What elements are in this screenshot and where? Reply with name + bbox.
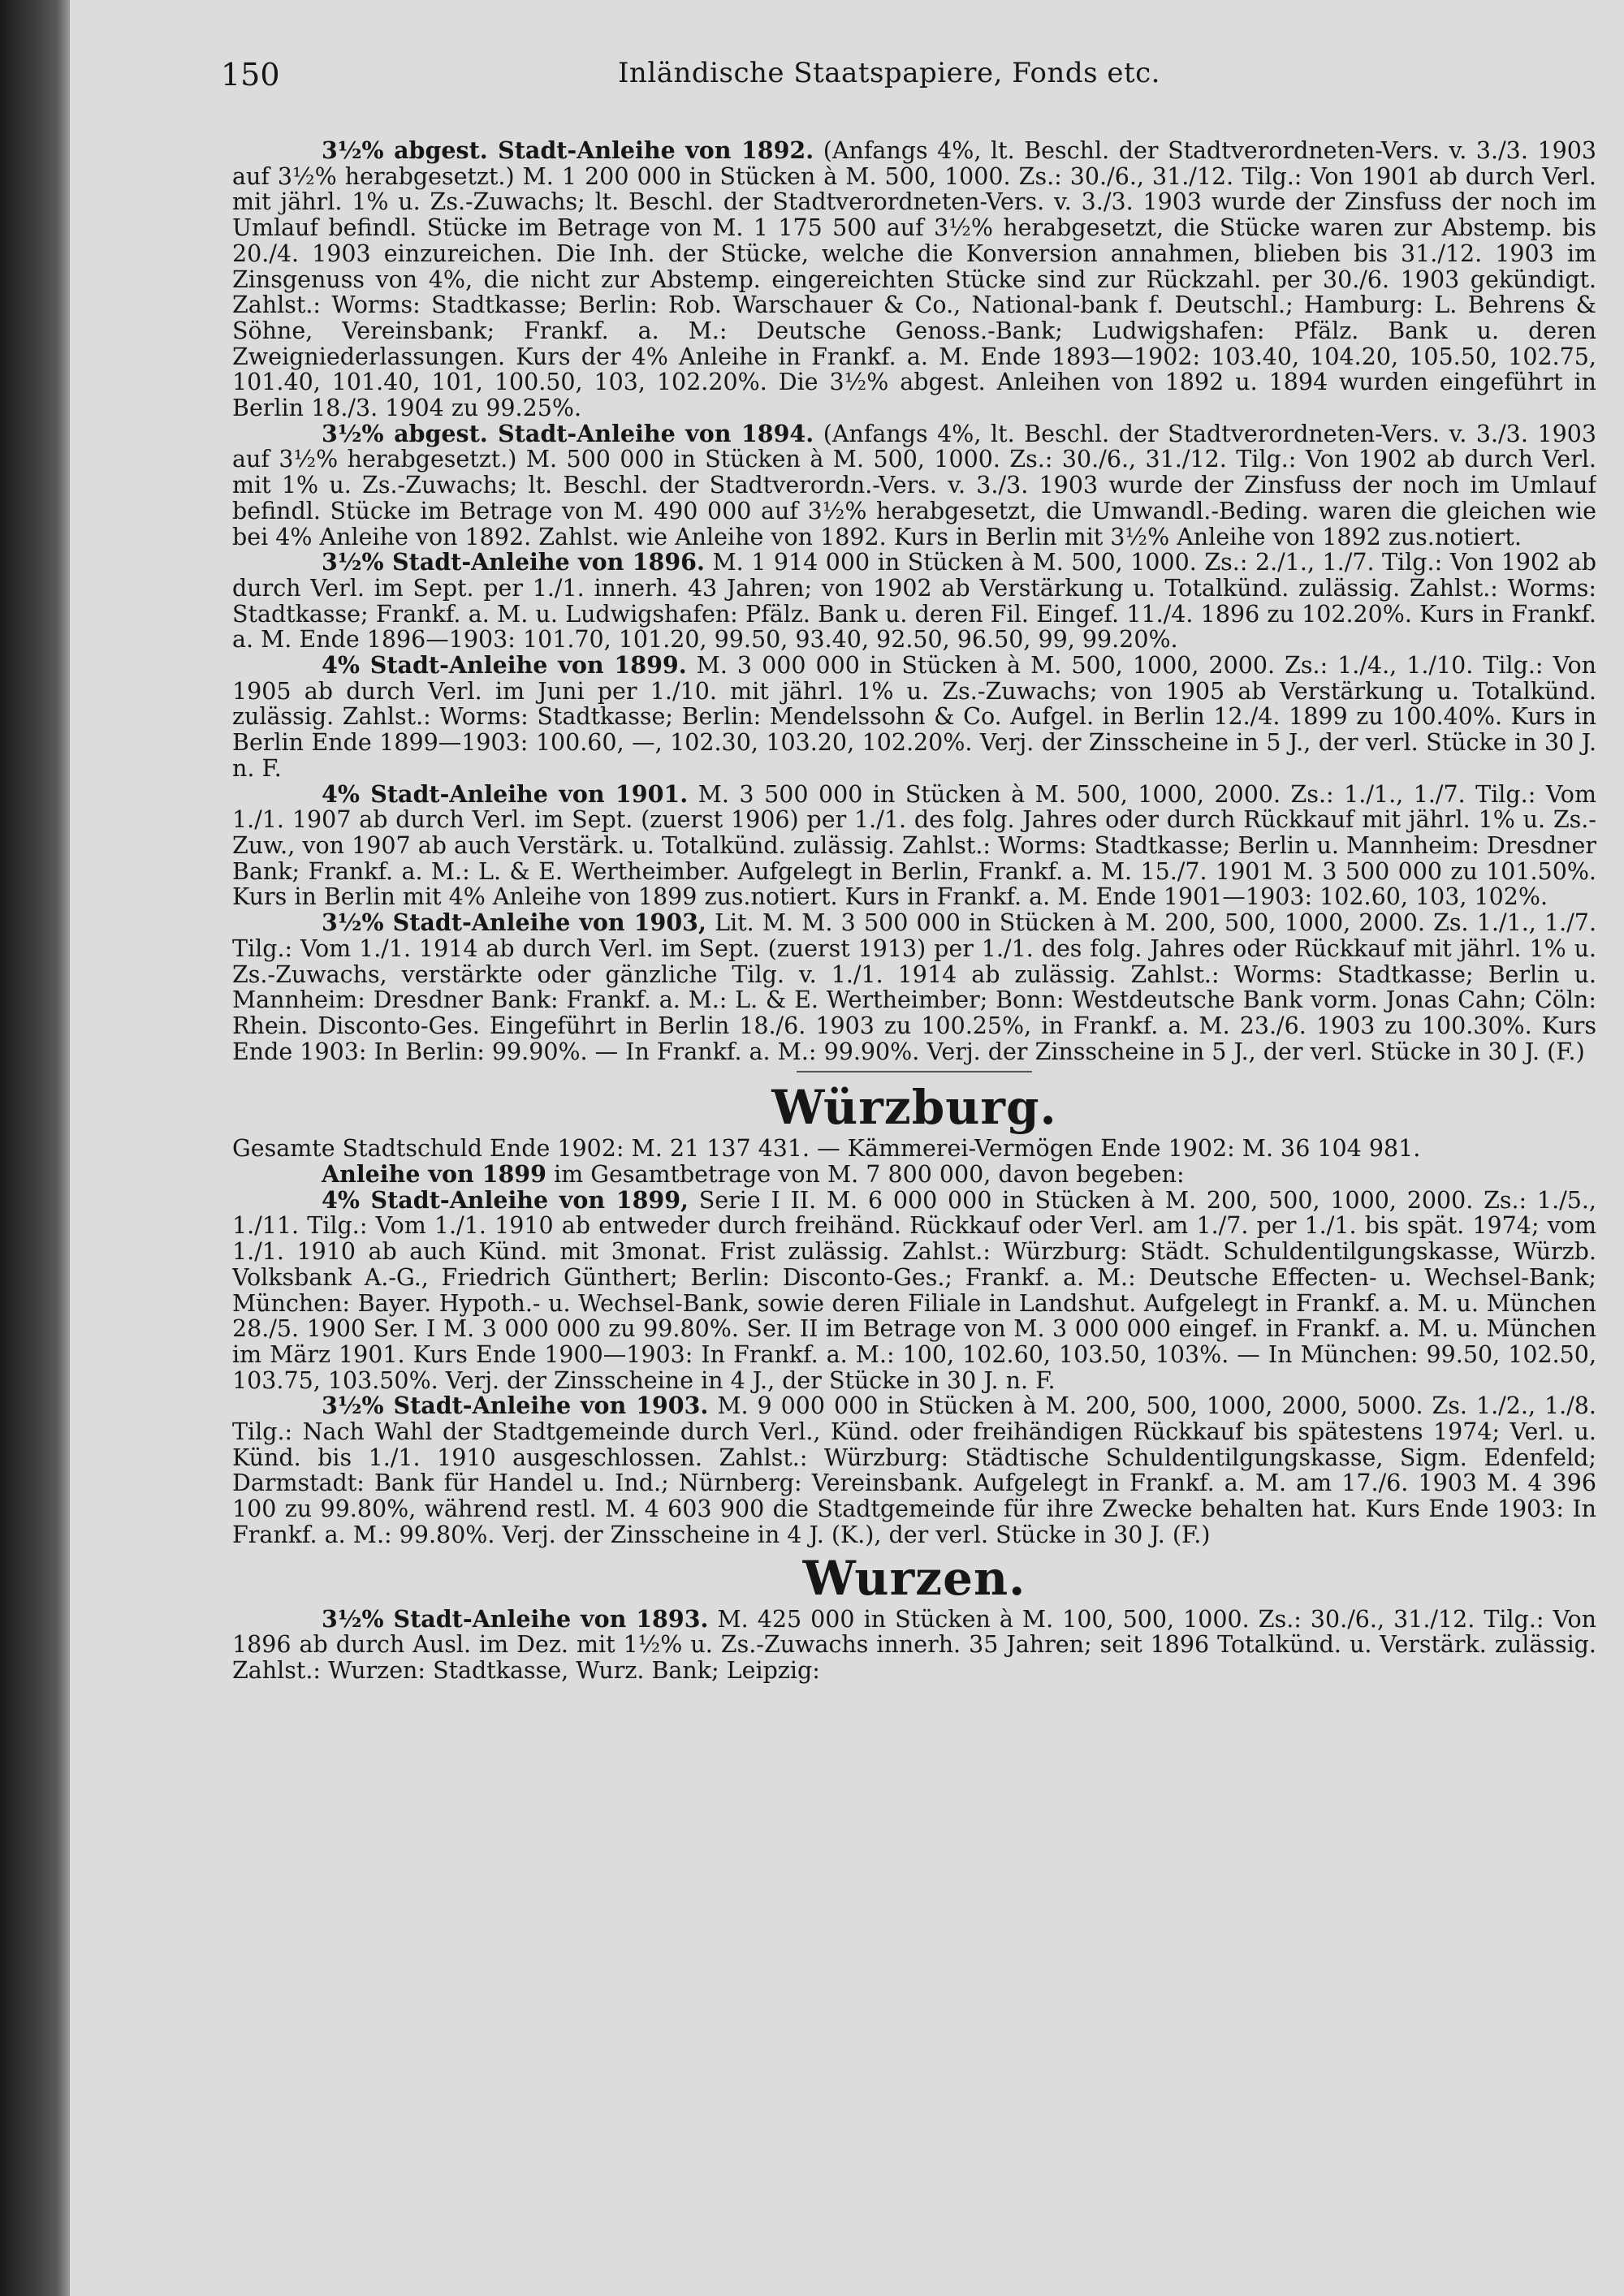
page-header: [70, 57, 1624, 97]
section-divider: [797, 1071, 1032, 1072]
loan-heading: 3½% abgest. Stadt-Anleihe von 1894.: [322, 419, 814, 447]
loan-text: M. 3 000 000 in Stücken à M. 500, 1000, 2000. Zs.: 1./4., 1./10. Tilg.: Von 1905 ab durch Verl. im Juni per 1./10. mit jährl. 1% u. Zs.-Zuwachs; von 1905 ab Verstärkung u. Totalkünd. zulässig. Zahlst.: Worms: Stadtkasse; Berlin: Mendelssohn & Co. Aufgel. in Berlin 12./4. 1899 zu 100.40%. Kurs in Berlin Ende 1899—1903: 100.60, —, 102.30, 103.20, 102.20%. Verj. der Zinsscheine in 5 J., der verl. Stücke in 30 J. n. F.: [232, 652, 1596, 782]
section-wuerzburg: [232, 1081, 1596, 1547]
loan-entry: [232, 1162, 1596, 1188]
loan-entry: [232, 1185, 1596, 1394]
loan-heading: 4% Stadt-Anleihe von 1899.: [322, 651, 687, 680]
loan-heading: 3½% Stadt-Anleihe von 1903,: [322, 908, 706, 937]
loan-entry: [232, 1604, 1596, 1684]
loan-text: (Anfangs 4%, lt. Beschl. der Stadtverordneten-Vers. v. 3./3. 1903 auf 3½% herabgesetzt.) M. 500 000 in Stücken à M. 500, 1000. Zs.: 30./6., 31./12. Tilg.: Von 1902 ab durch Verl. mit 1% u. Zs.-Zuwachs; lt. Beschl. der Stadtverordn.-Vers. v. 3./3. 1903 wurde der Zinsfuss der noch im Umlauf befindl. Stücke im Betrage von M. 490 000 auf 3½% herabgesetzt, die Umwandl.-Beding. waren die gleichen wie bei 4% Anleihe von 1892. Zahlst. wie Anleihe von 1892. Kurs in Berlin mit 3½% Anleihe von 1892 zus.notiert.: [232, 420, 1596, 550]
loan-entry: [232, 138, 1596, 421]
loan-heading: 3½% Stadt-Anleihe von 1893.: [322, 1604, 709, 1633]
binding-gutter: [0, 0, 70, 2296]
section-wurzen: [232, 1552, 1596, 1684]
loan-heading: 3½% Stadt-Anleihe von 1903.: [322, 1392, 709, 1420]
page-body: [232, 138, 1596, 2290]
loan-text: M. 1 914 000 in Stücken à M. 500, 1000. Zs.: 2./1., 1./7. Tilg.: Von 1902 ab durch Verl. im Sept. per 1./1. innerh. 43 Jahren; von 1902 ab Verstärkung u. Totalkünd. zulässig. Zahlst.: Worms: Stadtkasse; Frankf. a. M. u. Ludwigshafen: Pfälz. Bank u. deren Fil. Eingef. 11./4. 1896 zu 102.20%. Kurs in Frankf. a. M. Ende 1896—1903: 101.70, 101.20, 99.50, 93.40, 92.50, 96.50, 99, 99.20%.: [232, 549, 1596, 654]
section-worms: [232, 138, 1596, 1064]
loan-text: M. 9 000 000 in Stücken à M. 200, 500, 1000, 2000, 5000. Zs. 1./2., 1./8. Tilg.: Nach Wahl der Stadtgemeinde durch Verl., Künd. oder freihändigen Rückkauf bis spätestens 1974; Verl. u. Künd. bis 1./1. 1910 ausgeschlossen. Zahlst.: Würzburg: Städtische Schuldentilgungskasse, Sigm. Edenfeld; Darmstadt: Bank für Handel u. Ind.; Nürnberg: Vereinsbank. Aufgelegt in Frankf. a. M. am 17./6. 1903 M. 4 396 100 zu 99.80%, während restl. M. 4 603 900 die Stadtgemeinde für ihre Zwecke behalten hat. Kurs Ende 1903: In Frankf. a. M.: 99.80%. Verj. der Zinsscheine in 4 J. (K.), der verl. Stücke in 30 J. (F.): [232, 1392, 1596, 1548]
loan-text: M. 425 000 in Stücken à M. 100, 500, 1000. Zs.: 30./6., 31./12. Tilg.: Von 1896 ab durch Ausl. im Dez. mit 1½% u. Zs.-Zuwachs innerh. 35 Jahren; seit 1896 Totalkünd. u. Verstärk. zulässig. Zahlst.: Wurzen: Stadtkasse, Wurz. Bank; Leipzig:: [232, 1605, 1596, 1684]
loan-heading: 3½% abgest. Stadt-Anleihe von 1892.: [322, 138, 814, 164]
loan-heading: 3½% Stadt-Anleihe von 1896.: [322, 548, 705, 576]
loan-heading: 4% Stadt-Anleihe von 1901.: [322, 779, 689, 808]
loan-entry: [232, 1393, 1596, 1547]
city-heading: Wurzen.: [802, 1550, 1026, 1606]
city-summary: Gesamte Stadtschuld Ende 1902: M. 21 137 431. — Kämmerei-Vermögen Ende 1902: M. 36 104 981.: [232, 1135, 1421, 1163]
loan-entry: [232, 779, 1596, 911]
book-page: [70, 0, 1624, 2296]
running-title: Inländische Staatspapiere, Fonds etc.: [618, 57, 1160, 89]
loan-entry: [232, 910, 1596, 1064]
loan-text: im Gesamtbetrage von M. 7 800 000, davon begeben:: [546, 1161, 1185, 1189]
loan-text: M. 3 500 000 in Stücken à M. 500, 1000, 2000. Zs.: 1./1., 1./7. Tilg.: Vom 1./1. 1907 ab durch Verl. im Sept. (zuerst 1906) per 1./1. des folg. Jahres oder durch Rückkauf mit jährl. 1% u. Zs.-Zuw., von 1907 ab auch Verstärk. u. Totalkünd. zulässig. Zahlst.: Worms: Stadtkasse; Berlin u. Mannheim: Dresdner Bank; Frankf. a. M.: L. & E. Wertheimber. Aufgelegt in Berlin, Frankf. a. M. 15./7. 1901 M. 3 500 000 zu 101.50%. Kurs in Berlin mit 4% Anleihe von 1899 zus.notiert. Kurs in Frankf. a. M. Ende 1901—1903: 102.60, 103, 102%.: [232, 780, 1596, 911]
loan-text: (Anfangs 4%, lt. Beschl. der Stadtverordneten-Vers. v. 3./3. 1903 auf 3½% herabgesetzt.) M. 1 200 000 in Stücken à M. 500, 1000. Zs.: 30./6., 31./12. Tilg.: Von 1901 ab durch Verl. mit jährl. 1% u. Zs.-Zuwachs; lt. Beschl. der Stadtverordneten-Vers. v. 3./3. 1903 wurde der Zinsfuss der noch im Umlauf befindl. Stücke im Betrage von M. 1 175 500 auf 3½% herabgesetzt, die Stücke waren zur Abstemp. bis 20./4. 1903 einzureichen. Die Inh. der Stücke, welche die Konversion annahmen, blieben bis 31./12. 1903 im Zinsgenuss von 4%, die nicht zur Abstemp. eingereichten Stücke sind zur Rückzahl. per 30./6. 1903 gekündigt. Zahlst.: Worms: Stadtkasse; Berlin: Rob. Warschauer & Co., National-bank f. Deutschl.; Hamburg: L. Behrens & Söhne, Vereinsbank; Frankf. a. M.: Deutsche Genoss.-Bank; Ludwigshafen: Pfälz. Bank u. deren Zweigniederlassungen. Kurs der 4% Anleihe in Frankf. a. M. Ende 1893—1902: 103.40, 104.20, 105.50, 102.75, 101.40, 101.40, 101, 100.50, 103, 102.20%. Die 3½% abgest. Anleihen von 1892 u. 1894 wurden eingeführt in Berlin 18./3. 1904 zu 99.25%.: [232, 138, 1596, 422]
loan-heading: Anleihe von 1899: [322, 1160, 546, 1189]
loan-text: Lit. M. M. 3 500 000 in Stücken à M. 200, 500, 1000, 2000. Zs. 1./1., 1./7. Tilg.: Vom 1./1. 1914 ab durch Verl. im Sept. (zuerst 1913) per 1./1. des folg. Jahres oder Rückkauf mit jährl. 1% u. Zs.-Zuwachs, verstärkte oder gänzliche Tilg. v. 1./1. 1914 ab zulässig. Zahlst.: Worms: Stadtkasse; Berlin u. Mannheim: Dresdner Bank: Frankf. a. M.: L. & E. Wertheimber; Bonn: Westdeutsche Bank vorm. Jonas Cahn; Cöln: Rhein. Disconto-Ges. Eingeführt in Berlin 18./6. 1903 zu 100.25%, in Frankf. a. M. 23./6. 1903 zu 100.30%. Kurs Ende 1903: In Berlin: 99.90%. — In Frankf. a. M.: 99.90%. Verj. der Zinsscheine in 5 J., der verl. Stücke in 30 J. (F.): [232, 909, 1596, 1065]
loan-text: Serie I II. M. 6 000 000 in Stücken à M. 200, 500, 1000, 2000. Zs.: 1./5., 1./11. Tilg.: Vom 1./1. 1910 ab entweder durch freihänd. Rückkauf oder Verl. am 1./7. per 1./1. bis spät. 1974; vom 1./1. 1910 ab auch Künd. mit 3monat. Frist zulässig. Zahlst.: Würzburg: Städt. Schuldentilgungskasse, Würzb. Volksbank A.-G., Friedrich Günthert; Berlin: Disconto-Ges.; Frankf. a. M.: Deutsche Effecten- u. Wechsel-Bank; München: Bayer. Hypoth.- u. Wechsel-Bank, sowie deren Filiale in Landshut. Aufgelegt in Frankf. a. M. u. München 28./5. 1900 Ser. I M. 3 000 000 zu 99.80%. Ser. II im Betrage von M. 3 000 000 eingef. in Frankf. a. M. u. München im März 1901. Kurs Ende 1900—1903: In Frankf. a. M.: 100, 102.60, 103.50, 103%. — In München: 99.50, 102.50, 103.75, 103.50%. Verj. der Zinsscheine in 4 J., der Stücke in 30 J. n. F.: [232, 1186, 1596, 1394]
loan-entry: [232, 421, 1596, 550]
loan-entry: [232, 653, 1596, 782]
loan-heading: 4% Stadt-Anleihe von 1899,: [322, 1185, 689, 1214]
city-heading: Würzburg.: [771, 1080, 1057, 1136]
loan-entry: [232, 550, 1596, 653]
page-number: 150: [221, 57, 280, 93]
